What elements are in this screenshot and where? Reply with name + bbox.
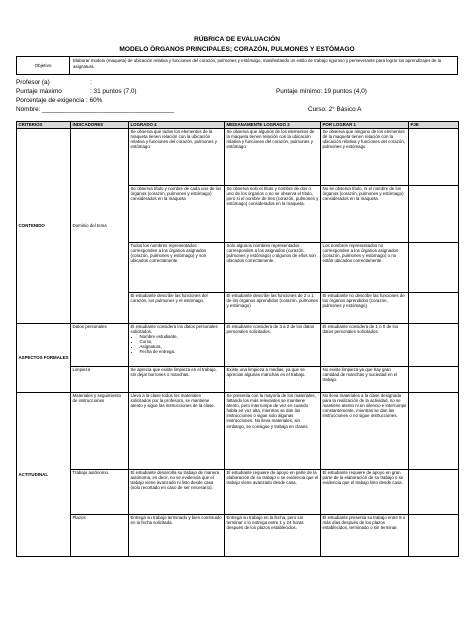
- pje-cell: [409, 515, 459, 557]
- list-item: • Nombre estudiante,: [140, 334, 223, 339]
- header-logrado: LOGRADO 4: [129, 122, 225, 129]
- medio-cell: Existe una limpieza a medias, ya que se aprecian algunas manchas en el trabajo.: [225, 367, 321, 393]
- medio-cell: Se observa que algunos de los elementos de la maqueta tienen relación con la ubicación relativa y funciones del corazón, pulmones y estómago: [225, 129, 321, 186]
- medio-cell: El estudiante requiere de apoyo en parte de la elaboración de su trabajo o se evidencia que el trabajo viene avanzado desde casa.: [225, 470, 321, 515]
- medio-cell: Solo algunos nombres representados corresponden a los asignados (corazón, pulmones y estómago) o algunos de ellos son ubicados correctamente.: [225, 243, 321, 293]
- por-lograr-cell: El estudiante considera de 1 o 0 de los datos personales solicitados.: [321, 324, 409, 367]
- indicador-dominio: Dominio del tema: [71, 129, 129, 324]
- table-row: [17, 393, 459, 470]
- indicador-materiales: Materiales y seguimiento de instrucciones: [71, 393, 129, 470]
- puntaje-min: Puntaje mínimo: 19 puntos (4,0): [276, 88, 367, 95]
- criterio-aspectos-formales: ASPECTOS FORMALES: [17, 324, 71, 393]
- pje-cell: [409, 186, 459, 243]
- table-row: [17, 470, 459, 515]
- indicador-datos-personales: Datos personales: [71, 324, 129, 367]
- curso: Curso: 2° Básico A: [308, 106, 362, 113]
- objective-label: Objetivo: [17, 57, 70, 74]
- exigencia: Porcentaje de exigencia : 60%: [16, 97, 103, 104]
- logrado-cell: Entrega su trabajo terminado y bien construido en la fecha solicitada.: [129, 515, 225, 557]
- indicador-trabajo-autonomo: Trabajo autónomo.: [71, 470, 129, 515]
- header-medianamente: MEDIANAMENTE LOGRADO 2: [225, 122, 321, 129]
- medio-cell: Entrega su trabajo en la fecha, pero sin terminar o lo entrega entre 1 y 24 horas después de los plazos establecidos.: [225, 515, 321, 557]
- table-row: [17, 129, 459, 186]
- por-lograr-cell: El estudiante no describe las funciones de los órganos aprendidos (corazón, pulmones y estómago): [321, 293, 409, 324]
- pje-cell: [409, 367, 459, 393]
- document-title: RÚBRICA DE EVALUACIÓN: [193, 36, 281, 43]
- document-subtitle: MODELO ÓRGANOS PRINCIPALES; CORAZÓN, PULMONES Y ESTÓMAGO: [119, 46, 355, 53]
- objective-box: [16, 56, 458, 75]
- table-row: [17, 367, 459, 393]
- por-lograr-cell: No existe limpieza ya que hay gran cantidad de manchas y suciedad en el trabajo.: [321, 367, 409, 393]
- header-pje: PJE: [409, 122, 459, 129]
- profesor-colon: :: [90, 79, 92, 86]
- por-lograr-cell: No se observa título, ni el nombre de los órganos (corazón, pulmones y estómago) considerados en la maqueta.: [321, 186, 409, 243]
- table-row: [17, 324, 459, 367]
- header-criterios: CRITERIOS: [17, 122, 71, 129]
- objective-text: Elaborar modelo (maqueta) de ubicación relativa y funciones del corazón, pulmones y estómago, manifestando un estilo de trabajo riguroso y perseverante para lograr los aprendizajes de la asignatura.: [73, 58, 442, 69]
- por-lograr-cell: No lleva materiales a la clase designada para la realización de la actividad, no se mantiene atento ni en silencio e interrumpe constantemente, mientras se dan las instrucciones o no sigue instrucciones.: [321, 393, 409, 470]
- medio-cell: Se observa solo el título y nombre de dos o uno de los órganos o no se observa el título, pero si el nombre de tres (corazón, pulmones y estómago) considerados en la maqueta.: [225, 186, 321, 243]
- puntaje-max-label: Puntaje máximo: [16, 88, 62, 95]
- logrado-cell: Se aprecia que existe limpieza en el trabajo, sin dejar borrones o manchas.: [129, 367, 225, 393]
- criterio-contenido: CONTENIDO: [17, 129, 71, 324]
- pje-cell: [409, 243, 459, 293]
- logrado-cell: Se observa título y nombre de cada uno de los órganos (corazón, pulmones y estómago) considerados en la maqueta: [129, 186, 225, 243]
- pje-cell: [409, 470, 459, 515]
- profesor-label: Profesor (a): [16, 79, 50, 86]
- por-lograr-cell: El estudiante requiere de apoyo en gran parte de la elaboración de su trabajo o se evidencia que el trabajo listo desde casa.: [321, 470, 409, 515]
- list-item: • Asignatura,: [140, 344, 223, 349]
- medio-cell: El estudiante considera de 3 a 2 de los datos personales solicitados.: [225, 324, 321, 367]
- por-lograr-cell: Los nombres representados no corresponden a los órganos asignados (corazón, pulmones y estómago) o no están ubicados correctamente.: [321, 243, 409, 293]
- indicador-plazos: Plazos: [71, 515, 129, 557]
- table-row: [17, 515, 459, 557]
- logrado-cell: Todos los nombres representados corresponden a los órganos asignados (corazón, pulmones y estómago) y son ubicados correctamente.: [129, 243, 225, 293]
- logrado-cell: Lleva a la clase todos los materiales solicitados por la profesora, se mantiene atento y sigue las instrucciones de la clase.: [129, 393, 225, 470]
- nombre-line: Nombre: _____________________________________: [16, 106, 174, 113]
- indicador-limpieza: Limpieza: [71, 367, 129, 393]
- header-por-lograr: POR LOGRAR 1: [321, 122, 409, 129]
- list-item: • Curso,: [140, 339, 223, 344]
- pje-cell: [409, 129, 459, 186]
- medio-cell: Se presenta con la mayoría de los materiales, faltando los más relevantes se mantiene atento, pero interrumpe de vez en cuando habla en voz alta, mientras se dan las instrucciones o sigue solo algunas instrucciones. No lleva materiales, sin embargo, se consigue y trabaja en clases.: [225, 393, 321, 470]
- logrado-cell: [129, 324, 225, 367]
- logrado-cell: El estudiante describe las funciones del corazón, los pulmones y el estómago.: [129, 293, 225, 324]
- por-lograr-cell: El estudiante presenta su trabajo entre 8 o más días después de los plazos establecidos, terminado o sin terminar.: [321, 515, 409, 557]
- list-item: • Fecha de entrega.: [140, 349, 223, 354]
- rubric-table: [16, 121, 459, 557]
- header-indicadores: INDICADORES: [71, 122, 129, 129]
- por-lograr-cell: Se observa que ninguno de los elementos de la maqueta tienen relación con la ubicación relativa y funciones del corazón, pulmones y estómago: [321, 129, 409, 186]
- logrado-intro: El estudiante considera los datos personales solicitados.: [130, 324, 218, 335]
- medio-cell: El estudiante describe las funciones de 2 o 1 de los órganos aprendidos (corazón, pulmones y estómago): [225, 293, 321, 324]
- logrado-cell: Se observa que todos los elementos de la maqueta tienen relación con la ubicación relativa y funciones del corazón, pulmones y estómago: [129, 129, 225, 186]
- pje-cell: [409, 324, 459, 367]
- criterio-actitudinal: ACTITUDINAL: [17, 393, 71, 557]
- logrado-cell: El estudiante desarrolla su trabajo de manera autónoma, es decir, no se evidencia que el trabajo viene avanzado ni listo desde casa (solo recortado en caso de ser necesario).: [129, 470, 225, 515]
- table-header-row: [17, 122, 459, 129]
- pje-cell: [409, 393, 459, 470]
- puntaje-max-value: : 31 puntos (7,0): [90, 88, 137, 95]
- datos-list: [131, 334, 223, 354]
- pje-cell: [409, 293, 459, 324]
